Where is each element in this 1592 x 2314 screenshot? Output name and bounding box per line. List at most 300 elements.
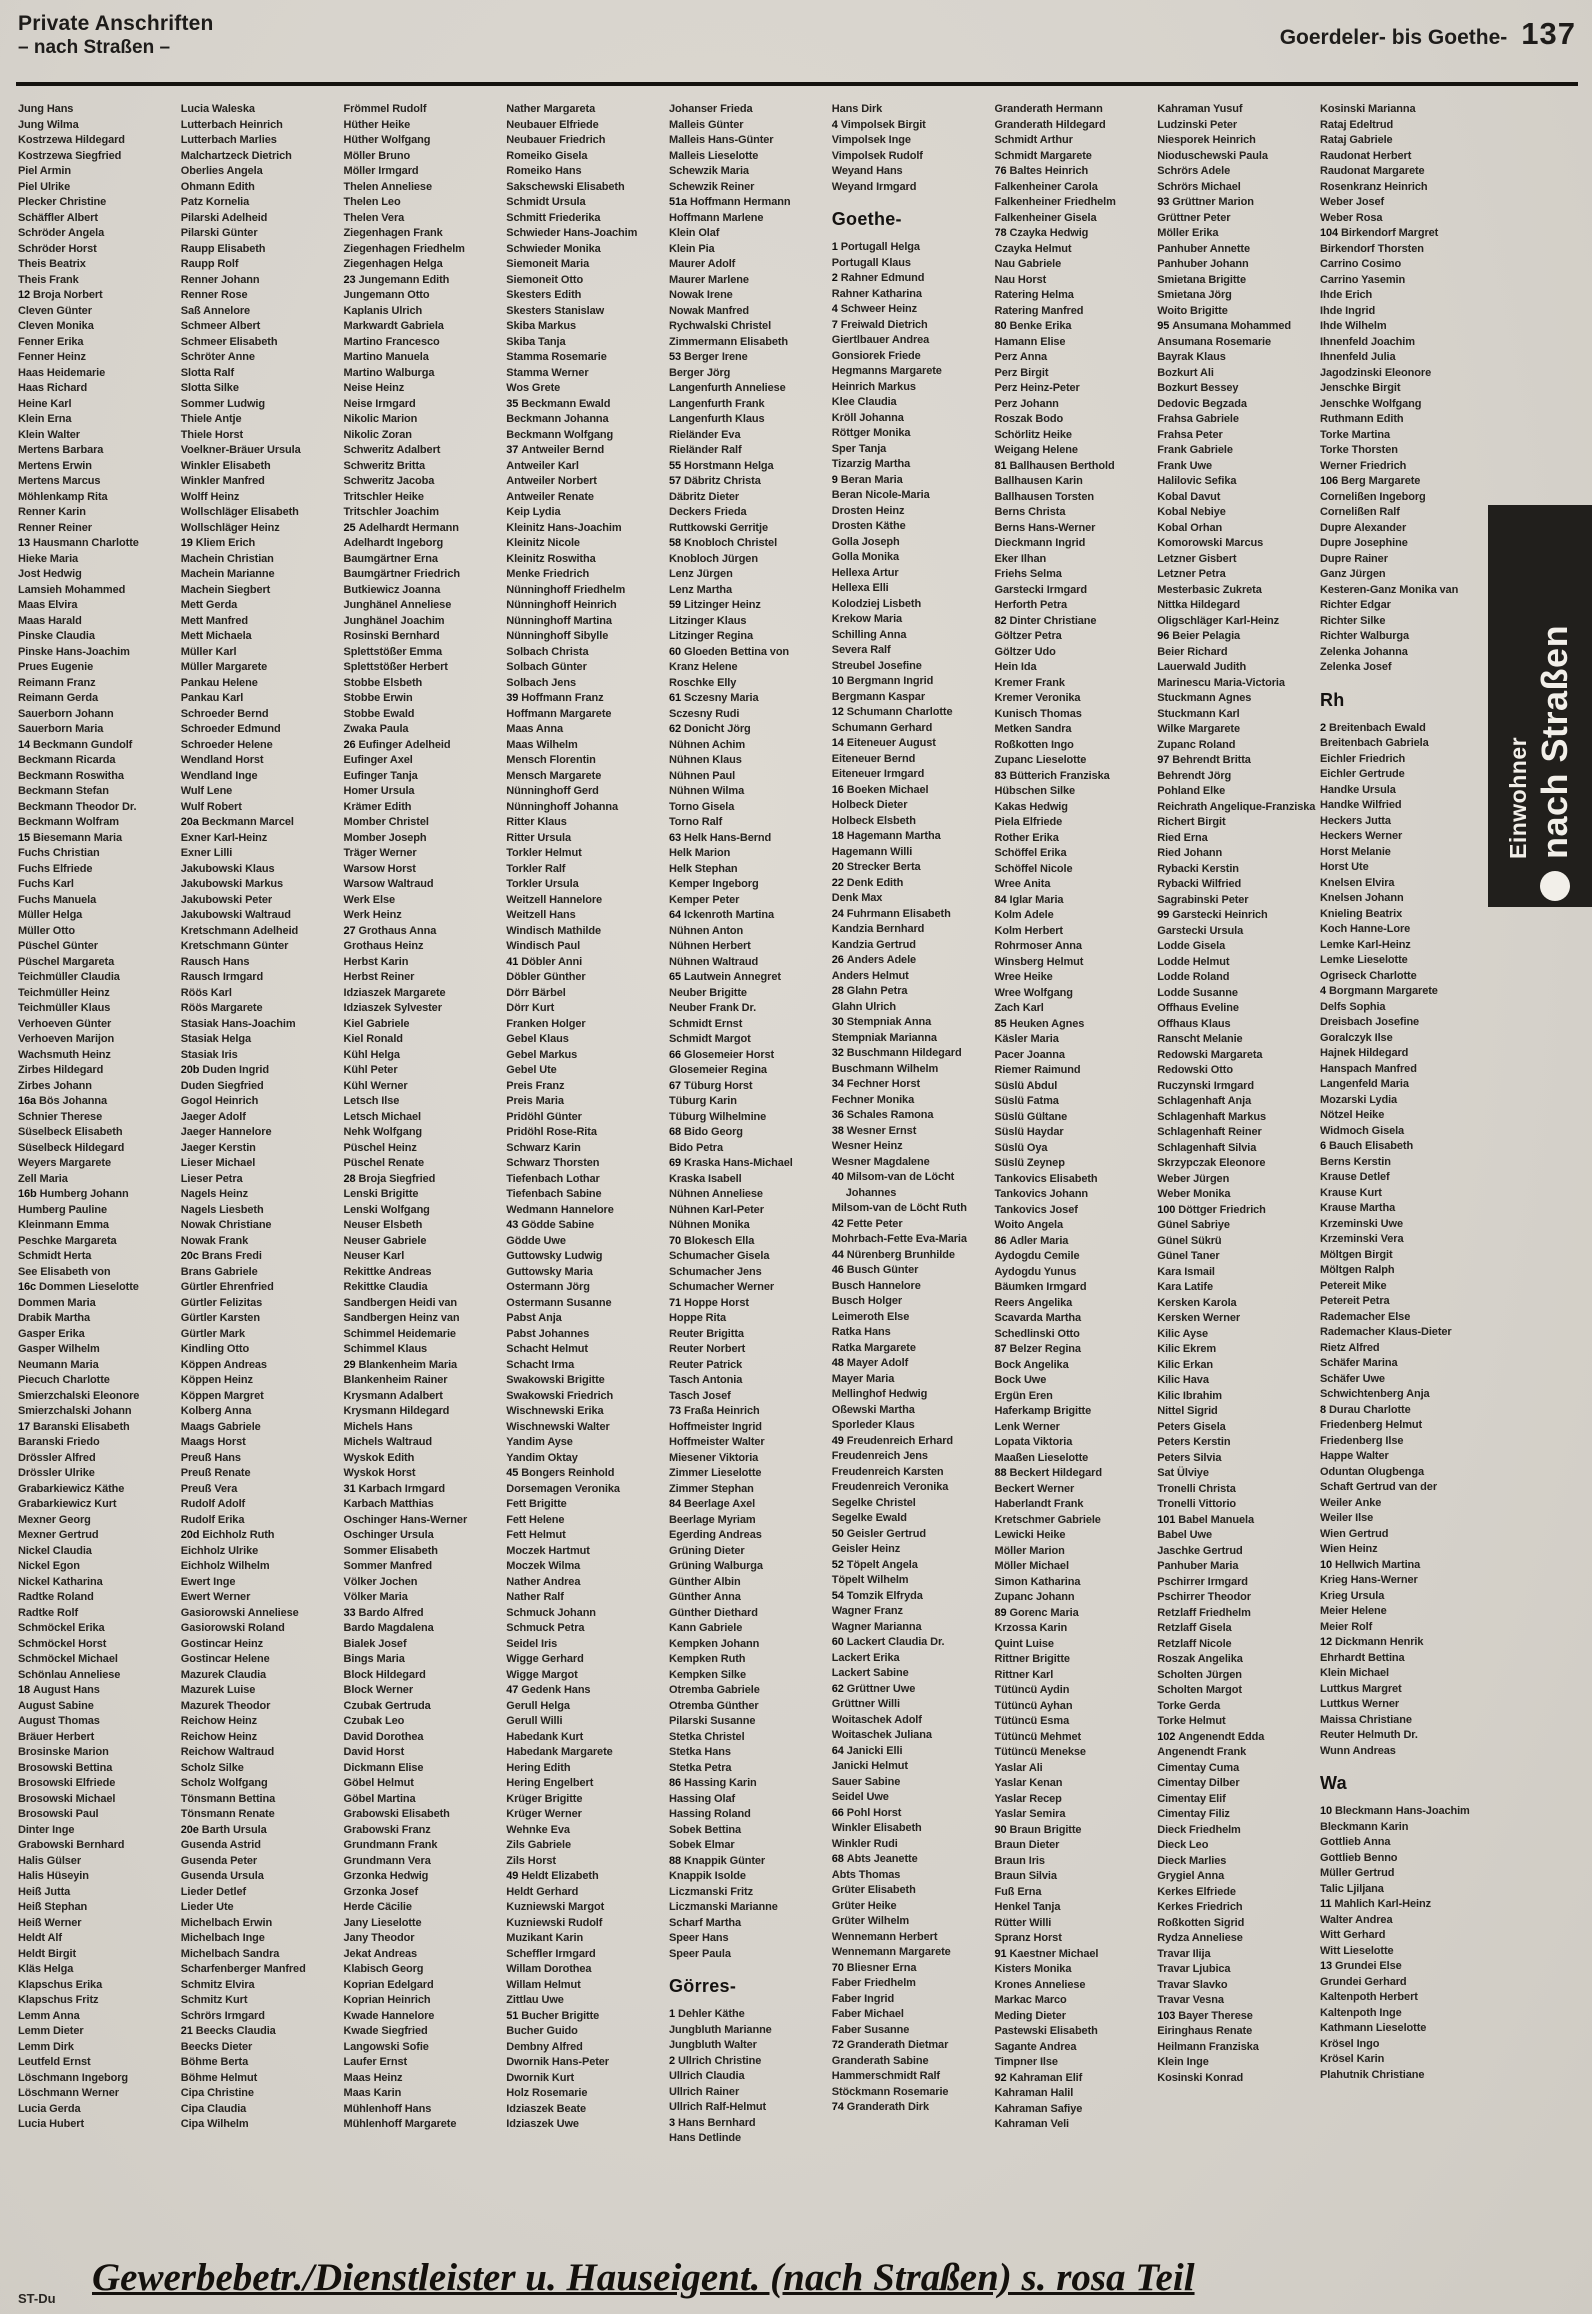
directory-entry: Kilic Hava	[1157, 1374, 1209, 1386]
directory-entry: 85 Heuken Agnes	[994, 1017, 1085, 1030]
directory-entry: Schöffel Nicole	[994, 862, 1073, 875]
directory-entry: 44 Nürenberg Brunhilde	[831, 1248, 955, 1261]
directory-entry: Kempken Johann	[669, 1637, 760, 1650]
directory-entry: Renner Reiner	[18, 521, 92, 534]
directory-entry: Liczmanski Fritz	[669, 1885, 753, 1898]
directory-entry: Kilic Erkan	[1157, 1358, 1214, 1371]
directory-entry: Nather Ralf	[506, 1591, 564, 1603]
directory-entry: Schmidt Herta	[18, 1250, 92, 1262]
directory-entry: Göltzer Petra	[994, 630, 1062, 642]
directory-entry: Gürtler Ehrenfried	[180, 1281, 274, 1293]
directory-entry: Neubauer Elfriede	[506, 118, 599, 131]
directory-entry: Möller Irmgard	[343, 165, 419, 177]
directory-entry: Hanspach Manfred	[1320, 1062, 1417, 1075]
directory-entry: Stasiak Iris	[180, 1048, 238, 1061]
directory-entry: Stobbe Ewald	[343, 707, 415, 720]
directory-entry: Solbach Jens	[506, 676, 576, 689]
directory-entry: Schröter Anne	[180, 351, 255, 363]
directory-entry: Beckmann Wolfgang	[506, 428, 614, 441]
directory-entry: Göltzer Udo	[994, 645, 1056, 658]
directory-entry: Jung Hans	[18, 103, 74, 115]
directory-entry: Fett Helmut	[506, 1529, 566, 1541]
directory-entry: Maurer Adolf	[669, 258, 736, 270]
directory-entry: Schmuck Johann	[506, 1606, 596, 1619]
directory-entry: Krzeminski Vera	[1320, 1233, 1404, 1245]
directory-entry: Dembny Alfred	[506, 2040, 583, 2053]
directory-entry: Antweiler Karl	[506, 459, 579, 472]
directory-entry: Litzinger Regina	[669, 630, 753, 642]
directory-entry: Jakubowski Klaus	[180, 862, 275, 875]
directory-entry: Zils Gabriele	[506, 1839, 571, 1851]
directory-entry: Dörr Kurt	[506, 1002, 555, 1014]
directory-entry: Schewzik Reiner	[669, 180, 755, 193]
directory-entry: Ruczynski Irmgard	[1157, 1079, 1254, 1092]
directory-entry: Letzner Petra	[1157, 568, 1226, 580]
directory-entry: 80 Benke Erika	[994, 320, 1072, 332]
directory-entry: Schmöckel Michael	[18, 1653, 118, 1665]
directory-entry: Kerkes Friedrich	[1157, 1901, 1243, 1913]
directory-entry: 70 Bliesner Erna	[831, 1961, 917, 1974]
directory-entry: Sommer Manfred	[343, 1560, 432, 1572]
directory-entry: Dieck Marlies	[1157, 1854, 1227, 1867]
directory-entry: Kleinitz Hans-Joachim	[506, 521, 622, 534]
directory-entry: Torno Ralf	[669, 816, 723, 828]
directory-entry: Gusenda Ursula	[180, 1870, 264, 1882]
directory-entry: Nühnen Paul	[669, 769, 736, 782]
directory-entry: 4 Vimpolsek Birgit	[831, 118, 926, 131]
directory-entry: Langenfurth Frank	[669, 397, 765, 410]
directory-entry: Nünninghoff Friedhelm	[506, 583, 626, 596]
directory-entry: 3 Hans Bernhard	[669, 2116, 756, 2129]
directory-entry: Schroeder Edmund	[180, 723, 281, 735]
directory-entry: Eiteneuer Bernd	[831, 752, 916, 765]
directory-entry: Granderath Hermann	[994, 103, 1103, 115]
directory-entry: Torke Martina	[1320, 428, 1391, 441]
directory-entry: Berns Kerstin	[1320, 1155, 1391, 1168]
directory-entry: Göbel Martina	[343, 1792, 416, 1805]
directory-entry: Skesters Stanislaw	[506, 304, 605, 317]
directory-entry: Herbst Karin	[343, 955, 409, 968]
directory-entry: Kemper Peter	[669, 893, 740, 906]
directory-entry: Sauer Sabine	[831, 1775, 901, 1788]
directory-entry: Pilarski Günter	[180, 227, 258, 239]
directory-entry: Abts Thomas	[831, 1868, 901, 1881]
directory-entry: Töpelt Wilhelm	[831, 1574, 909, 1586]
directory-entry: Nühnen Anton	[669, 924, 744, 937]
directory-entry: Hans Detlinde	[669, 2132, 742, 2144]
directory-entry: Prues Eugenie	[18, 661, 94, 673]
directory-entry: Tiefenbach Lothar	[506, 1172, 600, 1185]
directory-entry: Löschmann Ingeborg	[18, 2071, 129, 2084]
directory-entry: Portugall Klaus	[831, 256, 911, 269]
directory-entry: Ziegenhagen Friedhelm	[343, 242, 465, 255]
directory-entry: Bialek Josef	[343, 1637, 407, 1650]
directory-entry: Ballhausen Torsten	[994, 490, 1094, 503]
directory-entry: Rybacki Kerstin	[1157, 862, 1239, 875]
directory-entry: Günther Diethard	[669, 1606, 758, 1619]
directory-entry: Püschel Margareta	[18, 955, 115, 968]
directory-entry: Berns Christa	[994, 506, 1066, 518]
bullet-icon	[1540, 871, 1570, 901]
directory-entry: Schilling Anna	[831, 628, 907, 641]
directory-entry: Tankovics Elisabeth	[994, 1172, 1098, 1185]
directory-entry: Bleckmann Karin	[1320, 1820, 1409, 1833]
directory-entry: Tasch Josef	[669, 1389, 731, 1402]
directory-entry: Meier Helene	[1320, 1605, 1387, 1617]
directory-entry: Jaeger Hannelore	[180, 1126, 272, 1138]
directory-entry: Hoffmann Margarete	[506, 707, 612, 720]
directory-entry: Nagels Liesbeth	[180, 1203, 264, 1216]
directory-entry: Krüger Werner	[506, 1808, 582, 1820]
directory-entry: 103 Bayer Therese	[1157, 2009, 1253, 2022]
directory-entry: Homer Ursula	[343, 785, 415, 797]
directory-entry: Nühnen Waltraud	[669, 955, 759, 968]
directory-entry: 52 Töpelt Angela	[831, 1558, 918, 1571]
directory-entry: Frömmel Rudolf	[343, 103, 427, 115]
directory-entry: Nühnen Wilma	[669, 785, 745, 797]
directory-entry: Woitaschek Juliana	[831, 1729, 932, 1741]
directory-entry: Sommer Ludwig	[180, 397, 266, 410]
directory-entry: Kolberg Anna	[180, 1405, 252, 1417]
directory-entry: Tankovics Josef	[994, 1203, 1078, 1216]
directory-entry: Bock Uwe	[994, 1374, 1047, 1386]
directory-entry: Koprian Heinrich	[343, 1994, 431, 2006]
directory-entry: Lucia Waleska	[180, 103, 255, 115]
directory-entry: Ohmann Edith	[180, 180, 255, 193]
directory-entry: Nowak Manfred	[669, 304, 749, 317]
directory-entry: Müller Otto	[18, 924, 75, 937]
directory-entry: Klein Inge	[1157, 2056, 1209, 2068]
directory-entry: Lutterbach Marlies	[180, 134, 277, 146]
directory-entry: Tasch Antonia	[669, 1374, 743, 1386]
directory-entry: 16c Dommen Lieselotte	[18, 1281, 139, 1293]
directory-entry: Peters Silvia	[1157, 1451, 1222, 1464]
directory-entry: Mazurek Luise	[180, 1684, 256, 1696]
directory-entry: Fenner Erika	[18, 335, 84, 348]
directory-entry: Laufer Ernst	[343, 2056, 408, 2068]
directory-entry: Süslü Fatma	[994, 1095, 1059, 1107]
directory-entry: Schwarz Thorsten	[506, 1157, 600, 1169]
directory-entry: Neuser Karl	[343, 1250, 405, 1262]
directory-entry: Hammerschmidt Ralf	[831, 2070, 940, 2082]
directory-entry: Möller Bruno	[343, 149, 411, 162]
directory-entry: 62 Grüttner Uwe	[831, 1682, 916, 1695]
directory-entry: Jekat Andreas	[343, 1947, 417, 1960]
directory-entry: Hegmanns Margarete	[831, 365, 942, 377]
directory-entry: 6 Bauch Elisabeth	[1320, 1140, 1414, 1152]
directory-entry: Meier Rolf	[1320, 1620, 1373, 1633]
directory-entry: Panhuber Maria	[1157, 1560, 1239, 1572]
directory-entry: 61 Sczesny Maria	[669, 692, 759, 704]
directory-entry: Grundmann Vera	[343, 1854, 431, 1867]
directory-entry: Kandzia Gertrud	[831, 938, 916, 951]
directory-entry: Offhaus Klaus	[1157, 1017, 1231, 1030]
directory-entry: Kiel Gabriele	[343, 1017, 410, 1030]
directory-entry: Rosenkranz Heinrich	[1320, 180, 1428, 193]
directory-entry: Schrörs Irmgard	[180, 2009, 265, 2022]
directory-entry: 47 Gedenk Hans	[506, 1684, 591, 1696]
directory-entry: Verhoeven Günter	[18, 1017, 112, 1030]
header-title-line1: Private Anschriften	[18, 12, 214, 35]
directory-entry: Braun Silvia	[994, 1870, 1057, 1882]
directory-entry: Meding Dieter	[994, 2009, 1066, 2022]
directory-entry: 2 Rahner Edmund	[831, 272, 925, 284]
directory-entry: Halilovic Sefika	[1157, 475, 1237, 487]
directory-entry: 16b Humberg Johann	[18, 1188, 129, 1200]
directory-entry: 74 Granderath Dirk	[831, 2101, 929, 2113]
directory-entry: 78 Czayka Hedwig	[994, 227, 1089, 239]
directory-entry: Heiß Stephan	[18, 1901, 88, 1913]
directory-entry: Pilarski Susanne	[669, 1715, 756, 1727]
directory-entry: Ostermann Jörg	[506, 1281, 590, 1293]
directory-entry: Reuter Norbert	[669, 1343, 746, 1355]
directory-entry: Duden Siegfried	[180, 1079, 264, 1092]
directory-entry: Markac Marco	[994, 1994, 1067, 2006]
directory-entry: Ratka Margarete	[831, 1341, 916, 1354]
directory-entry: Schlagenhaft Markus	[1157, 1110, 1266, 1123]
directory-entry: Kahraman Yusuf	[1157, 103, 1243, 115]
directory-entry: Simon Katharina	[994, 1575, 1081, 1588]
directory-entry: 69 Kraska Hans-Michael	[669, 1157, 793, 1169]
directory-entry: Krzeminski Uwe	[1320, 1217, 1403, 1230]
directory-entry: Kwade Siegfried	[343, 2025, 428, 2037]
directory-entry: 54 Tomzik Elfryda	[831, 1589, 923, 1602]
directory-entry: Gogol Heinrich	[180, 1095, 259, 1107]
directory-entry: 10 Bleckmann Hans-Joachim	[1320, 1805, 1470, 1817]
directory-entry: Machein Siegbert	[180, 583, 271, 596]
directory-entry: Travar Ilija	[1157, 1947, 1211, 1960]
directory-entry: Thiele Antje	[180, 413, 242, 425]
directory-entry: Nühnen Anneliese	[669, 1188, 763, 1200]
directory-entry: Nather Andrea	[506, 1575, 581, 1588]
directory-entry: Geisler Heinz	[831, 1543, 901, 1555]
footer-note: Gewerbebetr./Dienstleister u. Hauseigent. (nach Straßen) s. rosa Teil	[92, 2256, 1195, 2299]
directory-entry: Jungbluth Marianne	[669, 2023, 772, 2036]
directory-entry: Kläs Helga	[18, 1963, 74, 1975]
directory-entry: Kostrzewa Hildegard	[18, 134, 125, 146]
directory-entry: Thelen Leo	[343, 196, 401, 208]
street-heading: Wa	[1320, 1773, 1347, 1793]
directory-entry: Gonsiorek Friede	[831, 349, 921, 362]
directory-entry: Krzossa Karin	[994, 1622, 1068, 1634]
directory-entry: Hübschen Silke	[994, 785, 1076, 797]
directory-entry: Weber Rosa	[1320, 211, 1383, 224]
directory-entry: Schacht Irma	[506, 1358, 575, 1371]
directory-entry: Niesporek Heinrich	[1157, 134, 1256, 146]
directory-entry: Drössler Ulrike	[18, 1467, 95, 1479]
directory-entry: Letsch Michael	[343, 1110, 421, 1123]
directory-entry: Mühlenhoff Margarete	[343, 2118, 457, 2130]
directory-entry: Kempken Silke	[669, 1668, 746, 1681]
directory-entry: Junghänel Anneliese	[343, 599, 452, 611]
directory-entry: Rybacki Wilfried	[1157, 878, 1242, 890]
directory-entry: Schöffel Erika	[994, 847, 1067, 859]
directory-entry: Rittner Brigitte	[994, 1653, 1070, 1665]
directory-entry: Lackert Sabine	[831, 1667, 909, 1679]
directory-entry: 96 Beier Pelagia	[1157, 630, 1241, 642]
directory-entry: Heckers Jutta	[1320, 814, 1391, 827]
directory-entry: Torke Thorsten	[1320, 444, 1398, 456]
directory-entry: Teichmüller Heinz	[18, 986, 110, 999]
directory-entry: Eiringhaus Renate	[1157, 2025, 1253, 2037]
directory-entry: Hoppe Rita	[669, 1312, 727, 1324]
directory-entry: Nehk Wolfgang	[343, 1126, 423, 1138]
directory-entry: Beckmann Stefan	[18, 785, 109, 797]
directory-entry: Retzlaff Nicole	[1157, 1637, 1232, 1650]
directory-entry: Kunisch Thomas	[994, 707, 1082, 720]
directory-entry: Klein Walter	[18, 428, 80, 441]
directory-entry: Kempken Ruth	[669, 1653, 746, 1665]
directory-entry: Kröll Johanna	[831, 411, 904, 424]
directory-entry: Eker Ilhan	[994, 552, 1047, 565]
directory-entry: Renner Rose	[180, 289, 248, 301]
directory-entry: David Horst	[343, 1746, 405, 1758]
directory-entry: Kuzniewski Rudolf	[506, 1916, 603, 1929]
directory-entry: Schwichtenberg Anja	[1320, 1388, 1430, 1400]
directory-entry: Gebel Markus	[506, 1048, 578, 1061]
directory-entry: Birkendorf Thorsten	[1320, 242, 1424, 255]
directory-entry: Behrendt Jörg	[1157, 769, 1232, 782]
tab-text-nach-strassen: nach Straßen	[1533, 624, 1575, 859]
directory-entry: Johanser Frieda	[669, 103, 753, 115]
directory-entry: Wigge Gerhard	[506, 1653, 584, 1665]
directory-entry: 65 Lautwein Annegret	[669, 971, 781, 983]
directory-entry: Habedank Kurt	[506, 1730, 584, 1743]
directory-entry: 62 Donicht Jörg	[669, 723, 751, 735]
directory-entry: Schumann Gerhard	[831, 721, 933, 734]
directory-entry: Nünninghoff Gerd	[506, 785, 599, 797]
directory-entry: Slotta Silke	[180, 382, 239, 394]
directory-entry: Winkler Rudi	[831, 1837, 898, 1850]
directory-entry: Weiler Ilse	[1320, 1512, 1374, 1524]
directory-entry: Lemm Dirk	[18, 2040, 74, 2053]
directory-entry: Kosinski Konrad	[1157, 2071, 1244, 2084]
directory-entry: Sommer Elisabeth	[343, 1544, 438, 1557]
directory-entry: 12 Dickmann Henrik	[1320, 1636, 1424, 1648]
directory-entry: Thiele Horst	[180, 428, 244, 441]
directory-entry: Mensch Florentin	[506, 754, 596, 766]
directory-entry: 63 Helk Hans-Bernd	[669, 831, 772, 844]
directory-entry: Preuß Hans	[180, 1451, 241, 1464]
directory-entry: Krysmann Adalbert	[343, 1389, 443, 1402]
directory-entry: Drosten Käthe	[831, 520, 906, 532]
directory-entry: Granderath Hildegard	[994, 118, 1106, 131]
directory-entry: Janicki Helmut	[831, 1760, 908, 1772]
directory-entry: Garstecki Irmgard	[994, 583, 1087, 596]
directory-entry: Gasper Wilhelm	[18, 1343, 100, 1355]
directory-entry: Splettstößer Emma	[343, 645, 443, 658]
directory-entry: Lieser Petra	[180, 1172, 243, 1185]
directory-entry: 23 Jungemann Edith	[343, 273, 450, 286]
directory-entry: Mohrbach-Fette Eva-Maria	[831, 1233, 967, 1245]
directory-entry: Grabowski Franz	[343, 1823, 431, 1836]
directory-entry: Perz Birgit	[994, 366, 1049, 379]
directory-entry: Antweiler Renate	[506, 490, 594, 503]
directory-entry: Köppen Andreas	[180, 1358, 267, 1371]
directory-entry: Köppen Heinz	[180, 1374, 253, 1386]
directory-entry: Offhaus Eveline	[1157, 1002, 1239, 1014]
directory-entry: Weber Monika	[1157, 1188, 1231, 1200]
directory-entry: Rudolf Adolf	[180, 1498, 246, 1510]
directory-entry: Raudonat Margarete	[1320, 165, 1425, 177]
directory-entry: Baumgärtner Friedrich	[343, 568, 460, 580]
directory-entry: Petereit Petra	[1320, 1295, 1390, 1307]
directory-entry: Ganz Jürgen	[1320, 568, 1386, 580]
directory-entry: Breitenbach Gabriela	[1320, 737, 1429, 749]
directory-entry: Haas Richard	[18, 382, 88, 394]
directory-entry: Zirbes Hildegard	[18, 1064, 104, 1076]
directory-entry: Günel Sabriye	[1157, 1219, 1230, 1231]
directory-entry: Zimmer Lieselotte	[669, 1467, 762, 1479]
directory-entry: Kobal Orhan	[1157, 521, 1223, 534]
directory-entry: Nikolic Zoran	[343, 428, 412, 441]
directory-entry: Nioduschewski Paula	[1157, 149, 1268, 162]
directory-entry: 18 Hagemann Martha	[831, 830, 941, 842]
directory-entry: Mett Michaela	[180, 630, 252, 642]
directory-entry: Seidel Iris	[506, 1637, 558, 1650]
directory-entry: Lieder Detlef	[180, 1885, 247, 1898]
directory-entry: Müller Margarete	[180, 661, 268, 673]
directory-entry: Rieländer Eva	[669, 428, 741, 441]
directory-entry: Scholten Margot	[1157, 1684, 1242, 1696]
directory-entry: Cornelißen Ralf	[1320, 506, 1400, 518]
directory-entry: Exner Karl-Heinz	[180, 831, 268, 844]
directory-entry: Warsow Horst	[343, 862, 416, 875]
directory-entry: Kostrzewa Siegfried	[18, 149, 122, 162]
directory-entry: Stuckmann Agnes	[1157, 692, 1252, 704]
directory-entry: Klabisch Georg	[343, 1963, 424, 1975]
directory-entry: Jaeger Adolf	[180, 1110, 246, 1123]
directory-entry: Günel Taner	[1157, 1250, 1220, 1262]
directory-entry: Oligschläger Karl-Heinz	[1157, 614, 1280, 627]
directory-entry: Segelke Christel	[831, 1496, 916, 1509]
directory-entry: Rudolf Erika	[180, 1513, 245, 1526]
directory-entry: Horst Melanie	[1320, 845, 1391, 858]
directory-entry: Speer Paula	[669, 1947, 731, 1960]
directory-columns	[18, 102, 1480, 2147]
directory-entry: 86 Adler Maria	[994, 1234, 1069, 1247]
directory-entry: Yandim Ayse	[506, 1436, 573, 1448]
directory-entry: Schroeder Bernd	[180, 707, 269, 720]
directory-entry: Solbach Christa	[506, 645, 589, 658]
directory-entry: Kilic Ekrem	[1157, 1343, 1217, 1355]
directory-entry: Jany Theodor	[343, 1932, 415, 1944]
directory-entry: Pankau Helene	[180, 676, 258, 689]
directory-entry: Langowski Sofie	[343, 2040, 429, 2053]
directory-entry: 10 Bergmann Ingrid	[831, 675, 934, 687]
directory-entry: Bergmann Kaspar	[831, 690, 926, 703]
directory-entry: Rietz Alfred	[1320, 1341, 1380, 1354]
directory-entry: 76 Baltes Heinrich	[994, 165, 1089, 177]
directory-entry: Jost Hedwig	[18, 568, 82, 580]
directory-entry: 35 Beckmann Ewald	[506, 397, 611, 410]
directory-entry: Denk Max	[831, 892, 883, 904]
directory-entry: Ullrich Claudia	[669, 2070, 745, 2082]
directory-entry: 18 August Hans	[18, 1684, 100, 1696]
directory-entry: 11 Mahlich Karl-Heinz	[1320, 1898, 1431, 1910]
directory-entry: Mazurek Claudia	[180, 1668, 267, 1681]
directory-entry: Adelhardt Ingeborg	[343, 537, 444, 549]
directory-entry: Swakowski Friedrich	[506, 1389, 614, 1402]
directory-entry: Haas Heidemarie	[18, 366, 106, 379]
directory-entry: Hein Ida	[994, 661, 1037, 673]
directory-entry: Stempniak Marianna	[831, 1031, 937, 1044]
directory-entry: Idziaszek Uwe	[506, 2118, 579, 2130]
directory-entry: Peters Gisela	[1157, 1420, 1226, 1433]
directory-entry: Richert Birgit	[1157, 816, 1226, 828]
directory-entry: Hamann Elise	[994, 335, 1066, 348]
directory-entry: Reichow Heinz	[180, 1715, 258, 1727]
